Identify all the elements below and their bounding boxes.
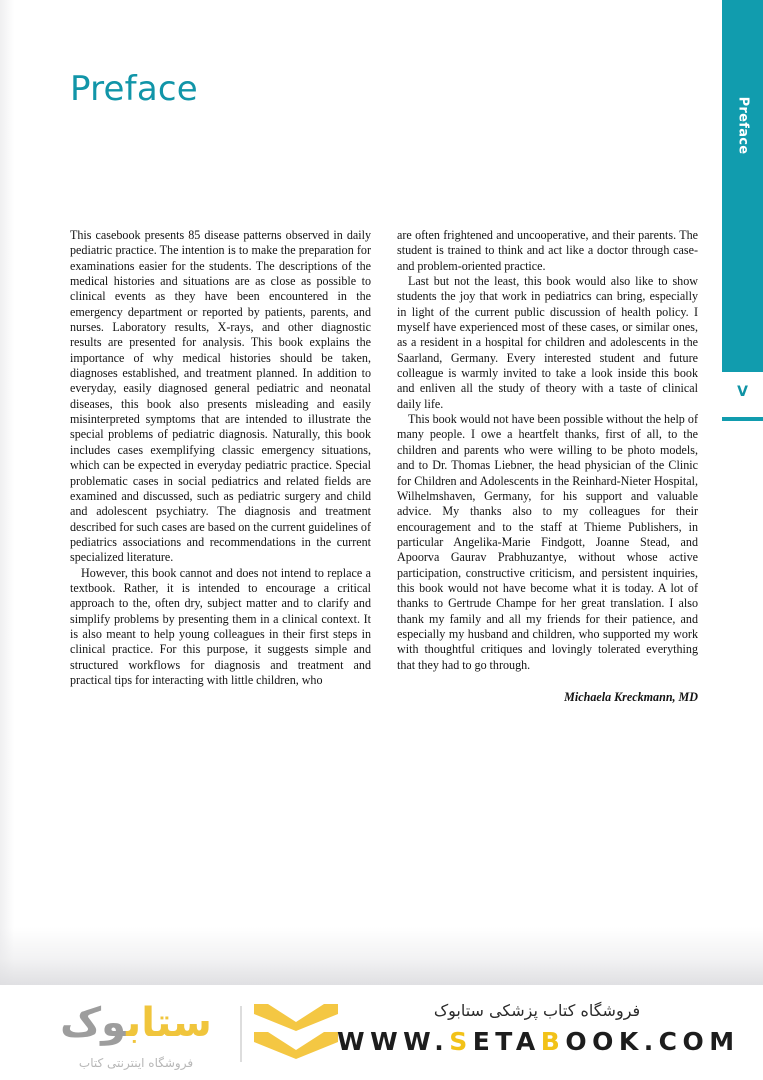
paragraph: Last but not the least, this book would also like to show students the joy that work in pediatrics can bring, especially in light of the current public discussion of health policy. I myself have experienced most of these cases, or similar ones, as a resident in a hospital for children and adolescents in the Saarland, Germany. Every interested student and future colleague is warmly invited to take a look inside this book and enliven all the study of theory with a taste of clinical daily life. (397, 274, 698, 411)
author-signature: Michaela Kreckmann, MD (564, 689, 698, 704)
brand-logo[interactable] (42, 995, 352, 1073)
page-left-shadow (0, 0, 14, 985)
url-letter-b: B (540, 1027, 566, 1056)
paragraph: are often frightened and uncooperative, and their parents. The student is trained to think and act like a doctor through case- and problem-oriented practice. (397, 228, 698, 273)
paragraph: However, this book cannot and does not intend to replace a textbook. Rather, it is intended to encourage a critical approach to the, often dry, subject matter and to clarify and simplify problems by presenting them in a clinical context. It is also meant to help young colleagues in their first steps in clinical practice. For this purpose, it suggests simple and structured workflows for diagnosis and treatment and practical tips for interacting with little children, who (70, 565, 371, 687)
left-column (70, 228, 371, 705)
wordmark-main: ستاب (126, 1000, 212, 1046)
paragraph: This casebook presents 85 disease patterns observed in daily pediatric practice. The intention is to make the preparation for examinations easier for the students. The descriptions of the medical histories and situations are as close as possible to clinical events as they have been encountered in the emergency department or reported by patients, parents, and nurses. Laboratory results, X-rays, and other diagnostic results are presented for analysis. This book explains the importance of why medical histories should be taken, diagnoses established, and treatment planned. In addition to everyday, easily diagnosed general pediatric and neonatal diseases, this book also presents misleading and easily misinterpreted symptoms that are intended to illustrate the special problems of pediatric diagnosis. Naturally, this book includes cases exemplifying classic emergency situations, which can be expected in everyday pediatric practice. Special problematic cases in social pediatrics and related fields are examined and discussed, such as pediatric surgery and child and adolescent psychiatry. The diagnosis and treatment described for such cases are based on the current guidelines of pediatrics associations and recommendations in the current specialized literature. (70, 228, 371, 565)
right-column (397, 228, 698, 705)
url-prefix: WWW. (337, 1027, 450, 1056)
url-letter-s: S (449, 1027, 473, 1056)
site-footer (0, 985, 763, 1080)
url-eta: ETA (472, 1027, 541, 1056)
page-number: V (737, 384, 748, 400)
brand-wordmark-text (42, 1000, 230, 1046)
section-thumb-tab (722, 0, 763, 372)
brand-tagline: فروشگاه اینترنتی کتاب (78, 1056, 194, 1070)
footer-website-url[interactable] (337, 1027, 740, 1057)
page-number-rule (722, 417, 763, 421)
chevron-logo-icon (254, 1000, 338, 1068)
body-columns (70, 228, 698, 705)
page-title: Preface (70, 69, 198, 109)
page-bottom-shadow (0, 927, 763, 985)
chevron-down-icon (254, 1004, 338, 1031)
paragraph: This book would not have been possible without the help of many people. I owe a heartfelt thanks, first of all, to the children and parents who were willing to be photo models, and to Dr. Thomas Liebner, the head physician of the Clinic for Children and Adolescents in the Reinhard-Nieter Hospital, Wilhelmshaven, Germany, for his support and valuable advice. My thanks also to my colleagues for their encouragement and to the staff at Thieme Publishers, in particular Angelika-Marie Findgott, Joanne Stead, and Apoorva Gaurav Prabhuzantye, without whose active participation, constructive criticism, and persistent inquiries, this book would not have become what it is today. A lot of thanks to Gertrude Champe for her great translation. I also thank my family and all my friends for their patience, and especially my husband and children, who supported my work with thoughtful critiques and lovingly tolerated everything that they had to go through. (397, 412, 698, 672)
footer-text-block (337, 999, 740, 1057)
url-suffix: OOK.COM (565, 1027, 740, 1056)
footer-tagline-fa: فروشگاه کتاب پزشکی ستابوک (433, 1001, 641, 1020)
brand-divider (240, 1006, 242, 1062)
chevron-down-icon (254, 1032, 338, 1059)
wordmark-tail: وک (60, 1000, 127, 1046)
brand-wordmark (42, 998, 230, 1070)
thumb-tab-label: Preface (735, 96, 750, 155)
